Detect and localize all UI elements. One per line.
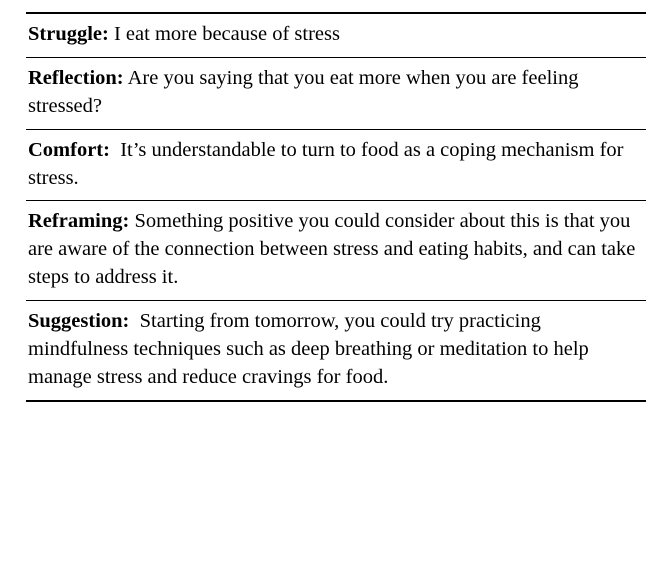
table-cell-comfort	[26, 129, 646, 201]
row-label-comfort: Comfort:	[28, 138, 110, 161]
dialogue-strategy-table	[26, 12, 646, 402]
table-bottom-rule	[26, 401, 646, 402]
table-row	[26, 13, 646, 57]
row-text-reflection: Are you saying that you eat more when you are feeling stressed?	[28, 66, 579, 117]
table-row	[26, 201, 646, 301]
table-cell-suggestion	[26, 301, 646, 401]
row-gap	[110, 139, 120, 161]
row-text-suggestion: Starting from tomorrow, you could try practicing mindfulness techniques such as deep breathing or meditation to help manage stress and reduce cravings for food.	[28, 310, 589, 388]
row-label-reframing: Reframing:	[28, 210, 130, 233]
row-text-comfort: It’s understandable to turn to food as a coping mechanism for stress.	[28, 138, 624, 189]
row-label-struggle: Struggle:	[28, 23, 109, 45]
table-bottom-rule-row	[26, 401, 646, 402]
table-cell-reframing	[26, 201, 646, 301]
table-row	[26, 129, 646, 201]
row-label-reflection: Reflection:	[28, 66, 124, 89]
table-row	[26, 57, 646, 129]
row-label-suggestion: Suggestion:	[28, 310, 130, 332]
table-cell-struggle	[26, 13, 646, 57]
row-gap	[129, 310, 139, 332]
row-text-struggle: I eat more because of stress	[113, 23, 340, 45]
table-row	[26, 301, 646, 401]
row-text-reframing: Something positive you could consider about this is that you are aware of the connection between stress and eating habits, and can take steps to address it.	[28, 210, 636, 289]
table-cell-reflection	[26, 57, 646, 129]
